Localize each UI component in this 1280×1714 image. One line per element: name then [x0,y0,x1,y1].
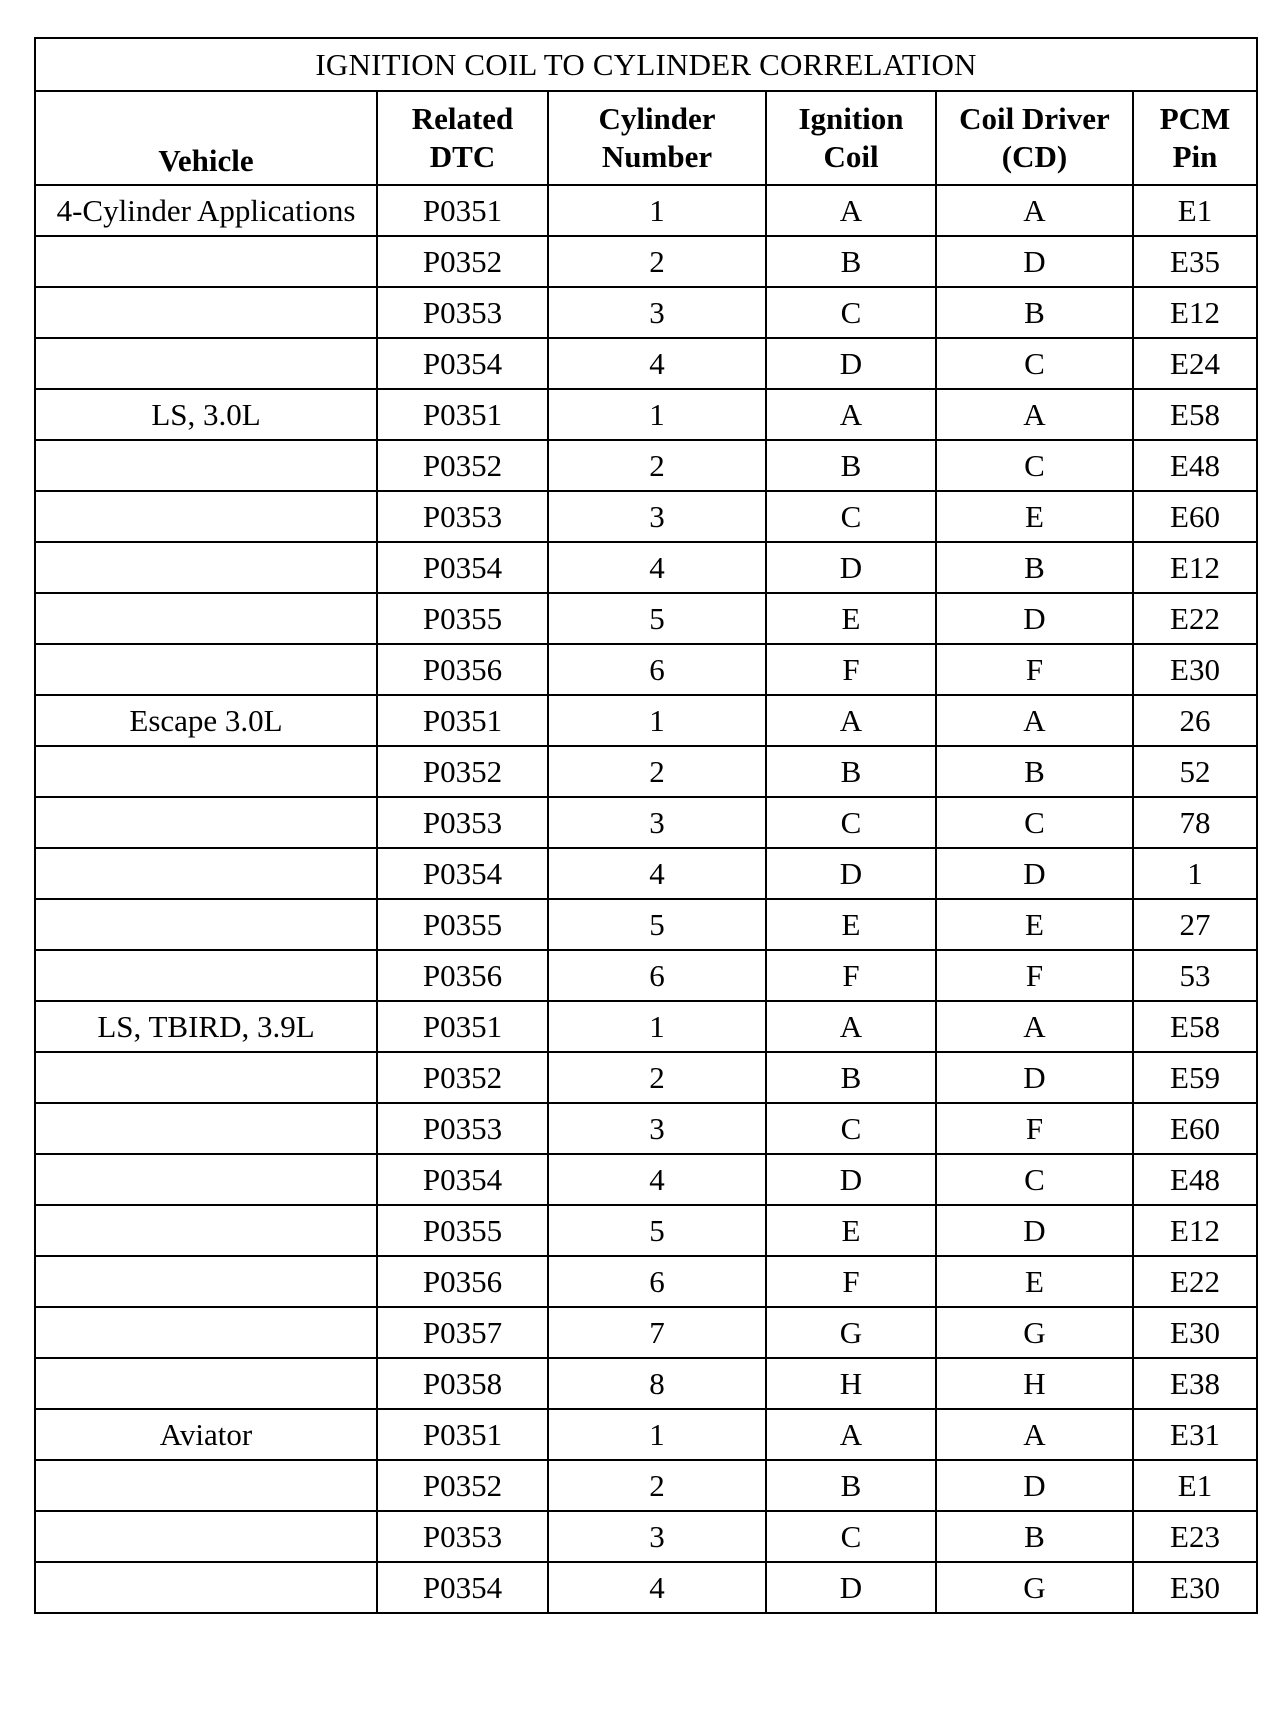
ignition-coil-cell: A [766,695,936,746]
ignition-coil-cell: B [766,746,936,797]
table-title: IGNITION COIL TO CYLINDER CORRELATION [35,38,1257,91]
pcm-pin-cell: E60 [1133,491,1257,542]
coil-driver-cell: D [936,1052,1133,1103]
coil-driver-cell: A [936,1001,1133,1052]
ignition-coil-cell: G [766,1307,936,1358]
table-row [35,542,1257,593]
column-header-pcm-pin-line2: Pin [1172,139,1218,174]
table-row [35,440,1257,491]
cylinder-number-cell: 3 [548,491,766,542]
vehicle-cell [35,338,377,389]
cylinder-number-cell: 3 [548,797,766,848]
coil-driver-cell: F [936,950,1133,1001]
coil-driver-cell: D [936,593,1133,644]
table-row [35,644,1257,695]
vehicle-cell [35,491,377,542]
table-row [35,1205,1257,1256]
cylinder-number-cell: 4 [548,338,766,389]
vehicle-cell [35,950,377,1001]
dtc-cell: P0352 [377,1460,548,1511]
ignition-coil-cell: D [766,338,936,389]
pcm-pin-cell: E59 [1133,1052,1257,1103]
dtc-cell: P0356 [377,1256,548,1307]
dtc-cell: P0351 [377,695,548,746]
cylinder-number-cell: 4 [548,542,766,593]
ignition-coil-cell: B [766,440,936,491]
column-header-related-dtc-line2: DTC [429,139,496,174]
cylinder-number-cell: 2 [548,1460,766,1511]
ignition-coil-cell: D [766,848,936,899]
dtc-cell: P0356 [377,950,548,1001]
vehicle-cell [35,797,377,848]
ignition-coil-cell: C [766,797,936,848]
column-header-vehicle: Vehicle [35,91,377,185]
coil-driver-cell: B [936,1511,1133,1562]
coil-driver-cell: E [936,1256,1133,1307]
pcm-pin-cell: E60 [1133,1103,1257,1154]
coil-driver-cell: G [936,1307,1133,1358]
cylinder-number-cell: 5 [548,1205,766,1256]
vehicle-cell [35,848,377,899]
cylinder-number-cell: 4 [548,1154,766,1205]
cylinder-number-cell: 1 [548,185,766,236]
dtc-cell: P0354 [377,1154,548,1205]
dtc-cell: P0355 [377,593,548,644]
coil-driver-cell: D [936,848,1133,899]
coil-driver-cell: H [936,1358,1133,1409]
ignition-coil-cell: D [766,1154,936,1205]
vehicle-cell [35,1052,377,1103]
cylinder-number-cell: 1 [548,1409,766,1460]
ignition-coil-cell: E [766,593,936,644]
table-row [35,1154,1257,1205]
coil-driver-cell: E [936,899,1133,950]
column-header-pcm-pin [1133,91,1257,185]
pcm-pin-cell: E22 [1133,593,1257,644]
coil-driver-cell: E [936,491,1133,542]
vehicle-cell [35,746,377,797]
ignition-coil-cell: F [766,644,936,695]
column-header-ignition-coil [766,91,936,185]
vehicle-cell [35,440,377,491]
dtc-cell: P0351 [377,185,548,236]
coil-driver-cell: B [936,287,1133,338]
table-row [35,746,1257,797]
pcm-pin-cell: E22 [1133,1256,1257,1307]
vehicle-cell [35,1511,377,1562]
table-row [35,1001,1257,1052]
pcm-pin-cell: E38 [1133,1358,1257,1409]
dtc-cell: P0352 [377,440,548,491]
column-header-cylinder-number-line2: Number [601,139,713,174]
vehicle-cell: Escape 3.0L [35,695,377,746]
cylinder-number-cell: 5 [548,899,766,950]
dtc-cell: P0354 [377,848,548,899]
pcm-pin-cell: 26 [1133,695,1257,746]
table-row [35,389,1257,440]
dtc-cell: P0355 [377,899,548,950]
table-row [35,848,1257,899]
ignition-coil-cell: F [766,1256,936,1307]
table-row [35,950,1257,1001]
vehicle-cell [35,1307,377,1358]
table-row [35,1562,1257,1613]
ignition-coil-cell: E [766,1205,936,1256]
vehicle-cell: Aviator [35,1409,377,1460]
vehicle-cell [35,593,377,644]
ignition-coil-cell: C [766,491,936,542]
ignition-coil-cell: H [766,1358,936,1409]
vehicle-cell: 4-Cylinder Applications [35,185,377,236]
table-row [35,1256,1257,1307]
cylinder-number-cell: 1 [548,695,766,746]
column-header-row [35,91,1257,185]
ignition-coil-cell: B [766,1460,936,1511]
table-row [35,1052,1257,1103]
vehicle-cell [35,644,377,695]
ignition-coil-cell: A [766,1409,936,1460]
dtc-cell: P0357 [377,1307,548,1358]
cylinder-number-cell: 7 [548,1307,766,1358]
table-row [35,1409,1257,1460]
dtc-cell: P0351 [377,389,548,440]
pcm-pin-cell: E12 [1133,1205,1257,1256]
coil-driver-cell: A [936,1409,1133,1460]
vehicle-cell [35,1460,377,1511]
cylinder-number-cell: 4 [548,848,766,899]
cylinder-number-cell: 2 [548,236,766,287]
ignition-coil-cell: B [766,1052,936,1103]
vehicle-cell [35,236,377,287]
pcm-pin-cell: E35 [1133,236,1257,287]
column-header-related-dtc [377,91,548,185]
ignition-coil-cell: D [766,1562,936,1613]
table-row [35,287,1257,338]
coil-driver-cell: D [936,1460,1133,1511]
table-row [35,1358,1257,1409]
table-title-row [35,38,1257,91]
coil-driver-cell: B [936,542,1133,593]
dtc-cell: P0354 [377,338,548,389]
coil-driver-cell: A [936,185,1133,236]
ignition-coil-correlation-table [34,37,1258,1614]
coil-driver-cell: C [936,440,1133,491]
column-header-cylinder-number [548,91,766,185]
pcm-pin-cell: E23 [1133,1511,1257,1562]
pcm-pin-cell: E12 [1133,542,1257,593]
dtc-cell: P0353 [377,287,548,338]
dtc-cell: P0355 [377,1205,548,1256]
pcm-pin-cell: 53 [1133,950,1257,1001]
ignition-coil-cell: B [766,236,936,287]
table-row [35,1511,1257,1562]
coil-driver-cell: C [936,338,1133,389]
pcm-pin-cell: E58 [1133,389,1257,440]
table-row [35,1460,1257,1511]
table-body [35,185,1257,1613]
pcm-pin-cell: E31 [1133,1409,1257,1460]
dtc-cell: P0352 [377,1052,548,1103]
column-header-ignition-coil-line1: Ignition [798,101,904,136]
ignition-coil-cell: F [766,950,936,1001]
table-row [35,899,1257,950]
vehicle-cell [35,1205,377,1256]
pcm-pin-cell: 78 [1133,797,1257,848]
table-row [35,236,1257,287]
cylinder-number-cell: 3 [548,1511,766,1562]
pcm-pin-cell: E30 [1133,1307,1257,1358]
cylinder-number-cell: 3 [548,287,766,338]
dtc-cell: P0352 [377,746,548,797]
vehicle-cell: LS, 3.0L [35,389,377,440]
vehicle-cell [35,1562,377,1613]
dtc-cell: P0353 [377,797,548,848]
pcm-pin-cell: E48 [1133,440,1257,491]
pcm-pin-cell: E1 [1133,1460,1257,1511]
cylinder-number-cell: 2 [548,746,766,797]
dtc-cell: P0354 [377,1562,548,1613]
ignition-coil-cell: E [766,899,936,950]
cylinder-number-cell: 5 [548,593,766,644]
cylinder-number-cell: 2 [548,1052,766,1103]
coil-driver-cell: D [936,236,1133,287]
table-row [35,593,1257,644]
dtc-cell: P0356 [377,644,548,695]
coil-driver-cell: A [936,389,1133,440]
vehicle-cell [35,287,377,338]
cylinder-number-cell: 1 [548,1001,766,1052]
column-header-coil-driver-line2: (CD) [1001,139,1068,174]
table-row [35,491,1257,542]
dtc-cell: P0352 [377,236,548,287]
coil-driver-cell: F [936,1103,1133,1154]
ignition-coil-cell: A [766,389,936,440]
ignition-coil-cell: A [766,1001,936,1052]
pcm-pin-cell: 52 [1133,746,1257,797]
coil-driver-cell: D [936,1205,1133,1256]
dtc-cell: P0353 [377,1511,548,1562]
column-header-related-dtc-line1: Related [411,101,514,136]
table-row [35,338,1257,389]
pcm-pin-cell: E1 [1133,185,1257,236]
table-row [35,1103,1257,1154]
column-header-coil-driver [936,91,1133,185]
vehicle-cell [35,1103,377,1154]
column-header-coil-driver-line1: Coil Driver [959,101,1110,136]
pcm-pin-cell: 27 [1133,899,1257,950]
dtc-cell: P0353 [377,1103,548,1154]
coil-driver-cell: C [936,797,1133,848]
coil-driver-cell: A [936,695,1133,746]
coil-driver-cell: F [936,644,1133,695]
cylinder-number-cell: 4 [548,1562,766,1613]
vehicle-cell [35,1358,377,1409]
ignition-coil-cell: C [766,287,936,338]
coil-driver-cell: B [936,746,1133,797]
vehicle-cell [35,1154,377,1205]
pcm-pin-cell: E30 [1133,1562,1257,1613]
table-row [35,185,1257,236]
pcm-pin-cell: E58 [1133,1001,1257,1052]
cylinder-number-cell: 3 [548,1103,766,1154]
vehicle-cell [35,1256,377,1307]
column-header-cylinder-number-line1: Cylinder [598,101,716,136]
pcm-pin-cell: E30 [1133,644,1257,695]
table-row [35,1307,1257,1358]
column-header-ignition-coil-line2: Coil [823,139,879,174]
cylinder-number-cell: 6 [548,644,766,695]
pcm-pin-cell: E12 [1133,287,1257,338]
ignition-coil-cell: D [766,542,936,593]
pcm-pin-cell: E48 [1133,1154,1257,1205]
vehicle-cell: LS, TBIRD, 3.9L [35,1001,377,1052]
cylinder-number-cell: 6 [548,1256,766,1307]
ignition-coil-cell: C [766,1511,936,1562]
pcm-pin-cell: E24 [1133,338,1257,389]
vehicle-cell [35,899,377,950]
ignition-coil-cell: C [766,1103,936,1154]
column-header-pcm-pin-line1: PCM [1159,101,1231,136]
ignition-coil-cell: A [766,185,936,236]
pcm-pin-cell: 1 [1133,848,1257,899]
dtc-cell: P0354 [377,542,548,593]
dtc-cell: P0351 [377,1409,548,1460]
cylinder-number-cell: 6 [548,950,766,1001]
coil-driver-cell: C [936,1154,1133,1205]
vehicle-cell [35,542,377,593]
dtc-cell: P0351 [377,1001,548,1052]
table-row [35,695,1257,746]
cylinder-number-cell: 2 [548,440,766,491]
coil-driver-cell: G [936,1562,1133,1613]
dtc-cell: P0353 [377,491,548,542]
table-row [35,797,1257,848]
cylinder-number-cell: 8 [548,1358,766,1409]
cylinder-number-cell: 1 [548,389,766,440]
dtc-cell: P0358 [377,1358,548,1409]
